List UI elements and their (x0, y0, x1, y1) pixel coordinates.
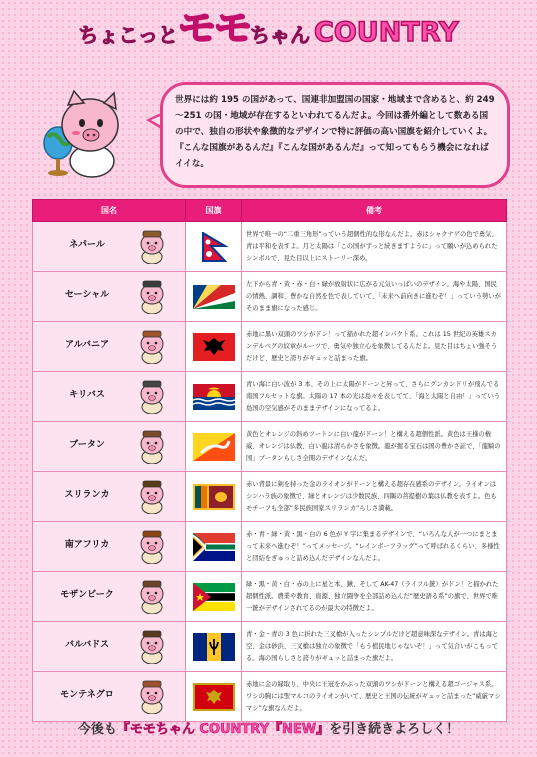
country-description: 緑・黒・黄・白・赤の上に星と本、鍬、そして AK-47（ライフル銃）がドン！と描かれた超個性派。農業や教育、資源、独立闘争を全部詰め込んだ“歴史語る系”の旗で、世界で唯一銃がデザインされてるのが最大の特徴だよ。 (242, 572, 507, 622)
country-name: アルバニア (64, 340, 109, 350)
country-name-cell (33, 472, 186, 522)
country-name: セーシャル (64, 290, 110, 300)
country-description: 青い海に白い波が 3 本、その上に太陽がドーンと昇って、さらにグンカンドリが飛んでる南国フルセットな旗。太陽の 17 本の光は島々を表してて、「海と太陽と自由！」っていう島国の空気感がそのままデザインになってるよ。 (242, 372, 507, 422)
footer-highlight: 『モモちゃん COUNTRY『NEW』 (116, 722, 330, 737)
header-flag: 国旗 (186, 200, 242, 222)
footer-prefix: 今後も (77, 722, 117, 737)
page-title (0, 8, 537, 54)
country-name: 南アフリカ (64, 540, 110, 550)
table-row (33, 272, 507, 322)
albania-flag-icon (186, 322, 242, 372)
country-name: バルバドス (64, 640, 110, 650)
country-name-cell (33, 322, 186, 372)
country-name: モンテネグロ (60, 690, 114, 700)
srilanka-flag-icon (186, 472, 242, 522)
title-part3: ちゃん (250, 23, 311, 47)
seychelles-flag-icon (186, 272, 242, 322)
pig-costume-icon (137, 328, 167, 364)
nepal-flag-icon (186, 222, 242, 272)
table-row (33, 572, 507, 622)
pig-costume-icon (137, 228, 167, 264)
table-row (33, 322, 507, 372)
country-name-cell (33, 372, 186, 422)
flag-table (32, 199, 507, 722)
southafrica-flag-icon (186, 522, 242, 572)
header-country-name: 国名 (33, 200, 186, 222)
intro-speech-bubble (160, 82, 510, 188)
pig-costume-icon (137, 278, 167, 314)
country-description: 赤地に金の縁取り、中央に王冠をかぶった双頭のワシがドーンと構える超ゴージャス系。ワシの胸には聖マルコのライオンがいて、歴史と王国の伝統がギュッと詰まった“威厳マシマシ”な旗なんだよ。 (242, 672, 507, 722)
country-description: 左下から青・黄・赤・白・緑が放射状に広がる元気いっぱいのデザイン。海や太陽、国民の情熱、調和、豊かな自然を色で表していて、「未来へ前向きに進むぞ！」っていう勢いがそのまま旗になった感じ。 (242, 272, 507, 322)
country-name: モザンビーク (60, 590, 114, 600)
barbados-flag-icon (186, 622, 242, 672)
table-header-row (33, 200, 507, 222)
country-name-cell (33, 622, 186, 672)
table-row (33, 222, 507, 272)
pig-costume-icon (137, 578, 167, 614)
country-name: スリランカ (64, 490, 110, 500)
table-row (33, 472, 507, 522)
country-description: 赤い背景に剣を持った金のライオンがドーンと構える超存在感系のデザイン。ライオンはシンハラ族の象徴で、緑とオレンジは少数民族、四隅の菩提樹の葉は仏教を表すよ。色もモチーフも全部“多民族国家スリランカ”らしさ満載。 (242, 472, 507, 522)
pig-costume-icon (137, 428, 167, 464)
title-part4: COUNTRY (314, 17, 459, 48)
kiribati-flag-icon (186, 372, 242, 422)
pig-costume-icon (137, 678, 167, 714)
intro-text: 世界には約 195 の国があって、国連非加盟国の国家・地域まで含めると、約 249～251 の国・地域が存在するといわれてるんだよ。今回は番外編として数ある国の中で、独自の形状や象徴的なデザインで特に評価の高い国旗を紹介していくよ。『こんな国旗があるんだ』『こんな国があるんだ』って知ってもらう機会になればイイな。 (175, 95, 495, 169)
pig-costume-icon (137, 628, 167, 664)
country-name-cell (33, 672, 186, 722)
pig-mascot-with-globe-icon (40, 85, 126, 181)
mozambique-flag-icon (186, 572, 242, 622)
footer-suffix: を引き続きよろしく！ (329, 722, 460, 737)
country-name: キリバス (69, 390, 105, 400)
table-row (33, 372, 507, 422)
country-description: 赤・青・緑・黄・黒・白の 6 色が Y 字に集まるデザインで、“いろんな人が一つにまとまって未来へ進むぞ！”ってメッセージ。“レインボーフラッグ”って呼ばれるくらい、多様性と団結をぎゅっと詰め込んだデザインなんだよ。 (242, 522, 507, 572)
country-name-cell (33, 422, 186, 472)
country-name-cell (33, 572, 186, 622)
country-name: ネパール (69, 240, 105, 250)
country-name-cell (33, 522, 186, 572)
footer-message (0, 718, 537, 737)
table-row (33, 622, 507, 672)
pig-costume-icon (137, 378, 167, 414)
table-row (33, 422, 507, 472)
header-notes: 備考 (242, 200, 507, 222)
title-part1: ちょこっと (78, 23, 178, 47)
country-description: 世界で唯一の“二重三角形”っていう超個性的な形なんだよ。赤はシャクナゲの色で勇気、青は平和を表すよ。月と太陽は「この国がずっと続きますように」って願いが込められたシンボルで、見た目以上にストーリー深め。 (242, 222, 507, 272)
pig-costume-icon (137, 478, 167, 514)
country-description: 青・金・青の 3 色に折れた三叉槍が入ったシンプルだけど超意味深なデザイン。青は海と空、金は砂浜、三叉槍は独立の象徴で「もう植民地じゃないぞ！」って気合いがこもってる。海の国らしさと誇りがギュッと詰まった旗だよ。 (242, 622, 507, 672)
country-name: ブータン (69, 440, 105, 450)
country-description: 黄色とオレンジの斜めツートンに白い龍がドーン！と構える超個性派。黄色は王様の権威、オレンジは仏教、白い龍は清らかさを象徴。龍が握る宝石は国の豊かさ証で、「龍騎の国」ブータンらしさ全開のデザインなんだ。 (242, 422, 507, 472)
table-row (33, 522, 507, 572)
bhutan-flag-icon (186, 422, 242, 472)
montenegro-flag-icon (186, 672, 242, 722)
country-name-cell (33, 272, 186, 322)
pig-costume-icon (137, 528, 167, 564)
title-part2: モモ (178, 6, 251, 50)
table-row (33, 672, 507, 722)
country-description: 赤地に黒い双頭のワシがドン！って描かれた超インパクト系。これは 15 世紀の英雄スカンデルベグの紋章がルーツで、勇気や独立心を象徴してるんだよ。見た目はちょい強そうだけど、歴史と誇りがギュッと詰まった旗。 (242, 322, 507, 372)
country-name-cell (33, 222, 186, 272)
